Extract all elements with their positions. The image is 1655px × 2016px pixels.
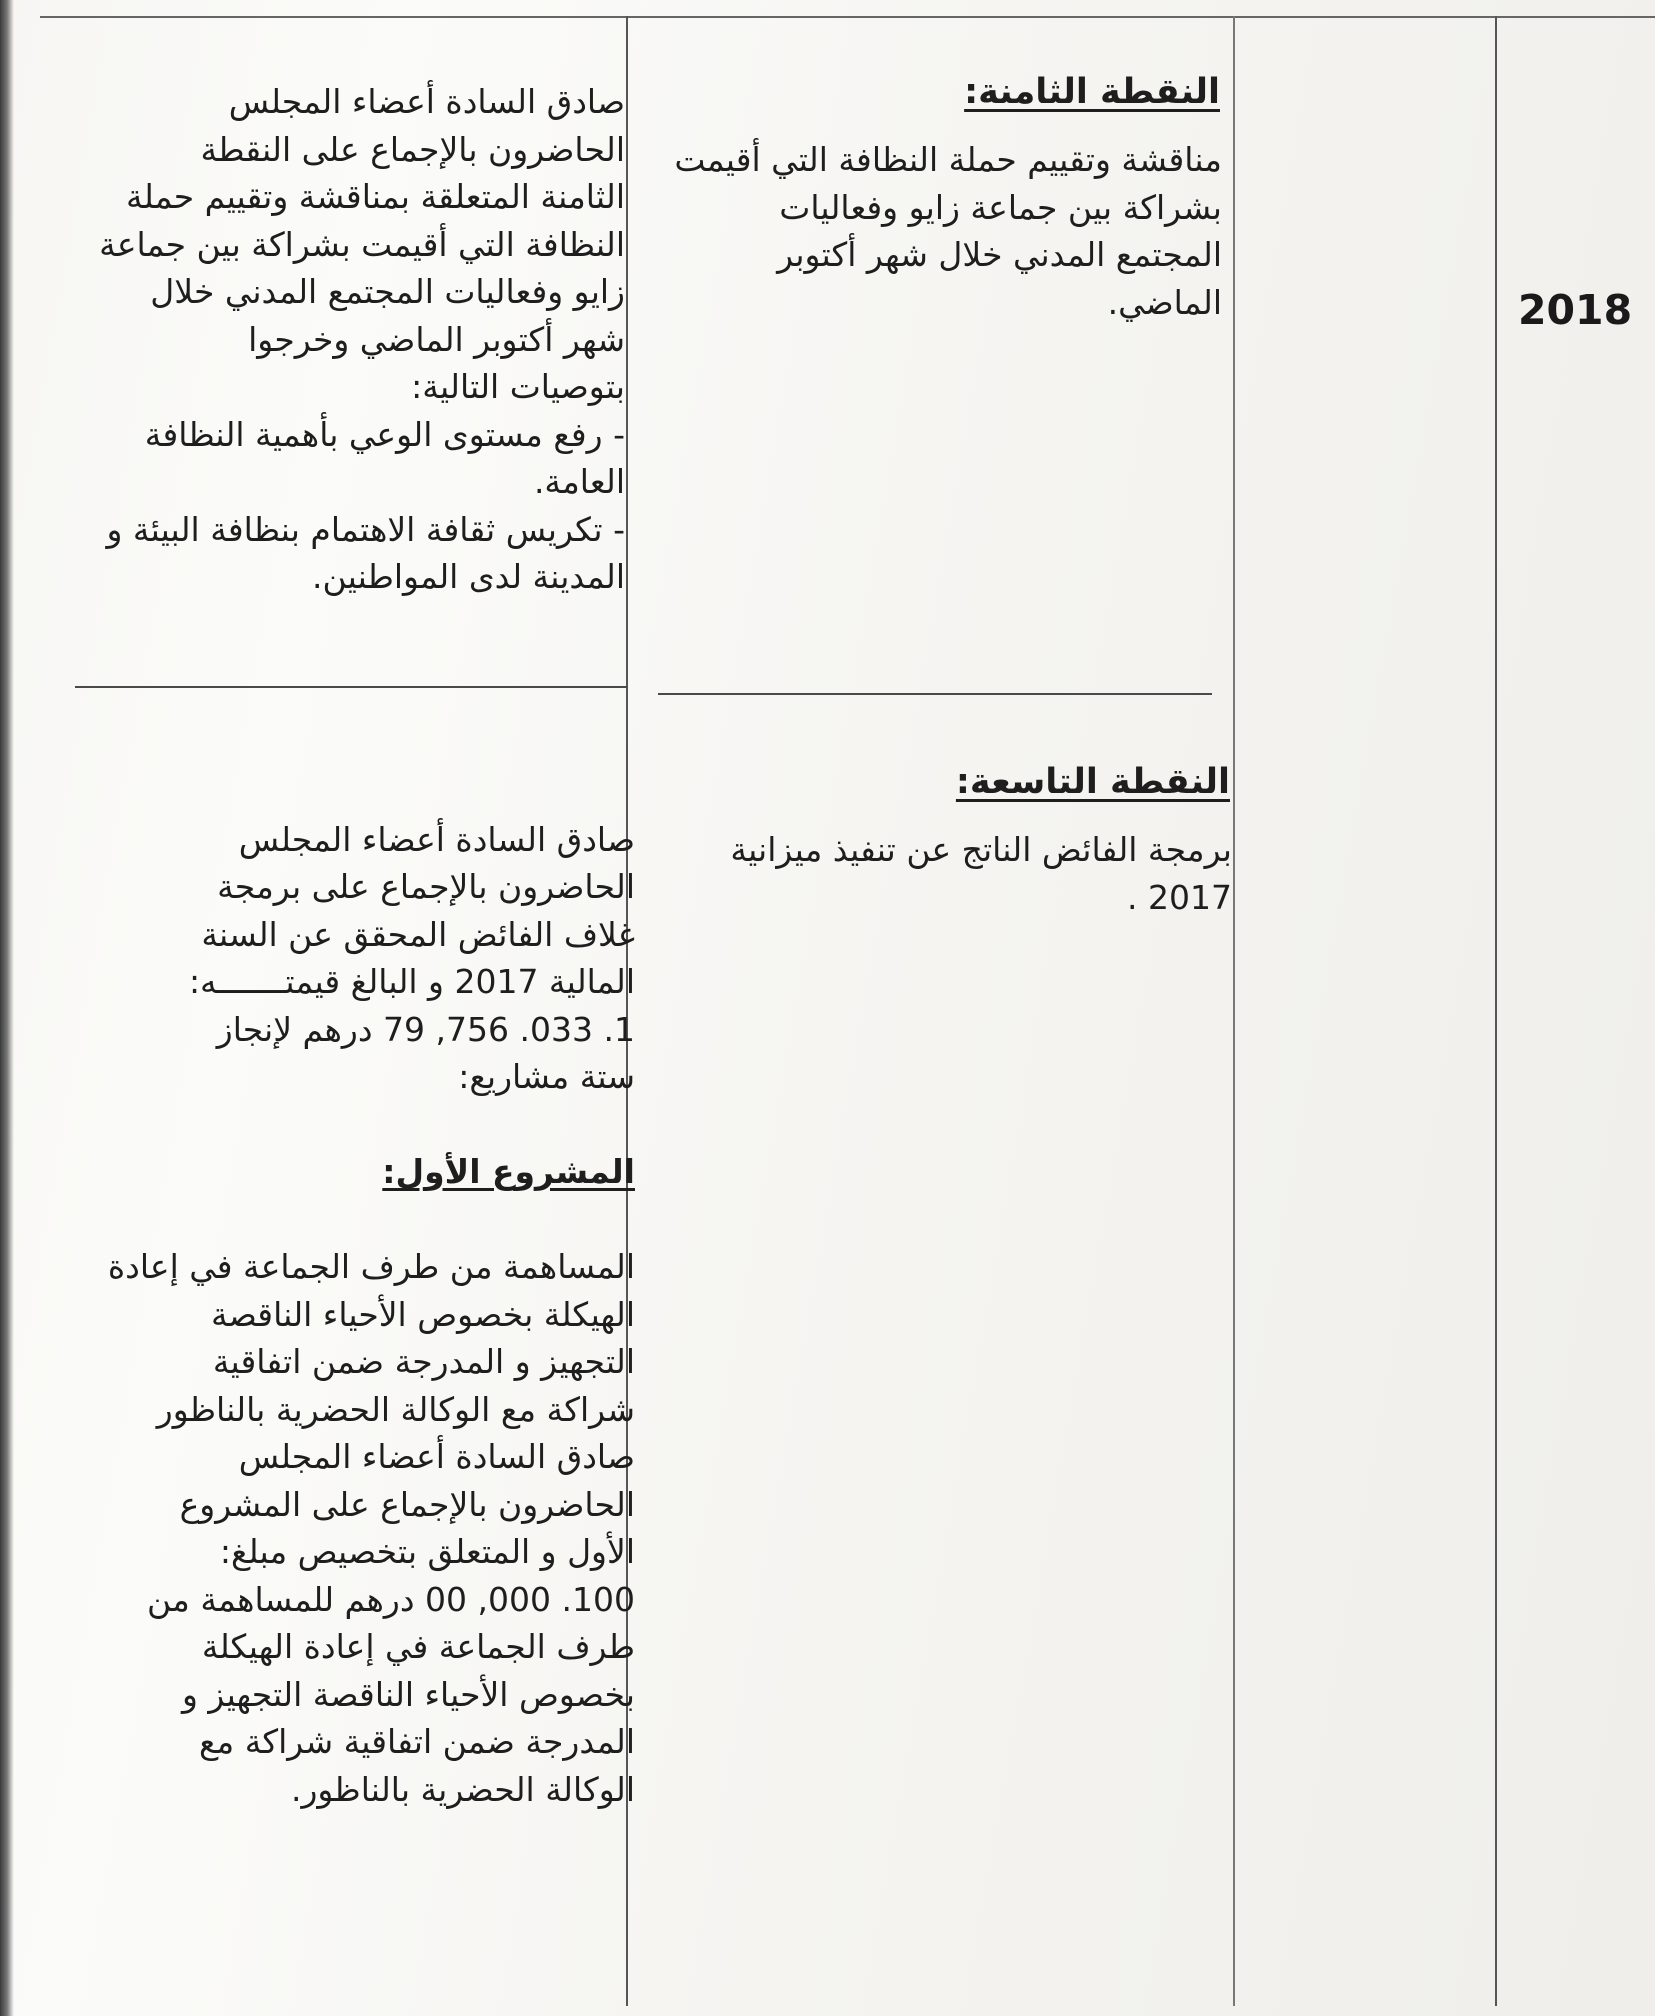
table-top-border — [40, 16, 1655, 18]
point-nine-decision-intro: صادق السادة أعضاء المجلس الحاضرون بالإجماع على برمجة غلاف الفائض المحقق عن السنة المالية 2017 و البالغ قيمتـــــــه: 1. 033. 756, 79 درهم لإنجاز ستة مشاريع: — [188, 819, 635, 1096]
column-divider-agenda — [1233, 16, 1235, 2006]
project-one-title: المشروع الأول: — [382, 1152, 635, 1191]
year-label: 2018 — [1518, 286, 1633, 334]
point-eight-decision: صادق السادة أعضاء المجلس الحاضرون بالإجماع على النقطة الثامنة المتعلقة بمناقشة وتقييم حملة النظافة التي أقيمت بشراكة بين جماعة زايو وفعاليات المجتمع المدني خلال شهر أكتوبر الماضي وخرجوا بتوصيات التالية: - رفع مستوى الوعي بأهمية النظافة العامة. - تكريس ثقافة الاهتمام بنظافة البيئة و المدينة لدى المواطنين. — [99, 82, 625, 596]
project-one-text: المساهمة من طرف الجماعة في إعادة الهيكلة بخصوص الأحياء الناقصة التجهيز و المدرجة ضمن اتفاقية شراكة مع الوكالة الحضرية بالناظور صادق السادة أعضاء المجلس الحاضرون بالإجماع على المشروع الأول و المتعلق بتخصيص مبلغ: 100. 000, 00 درهم للمساهمة من طرف الجماعة في إعادة الهيكلة بخصوص الأحياء الناقصة التجهيز و المدرجة ضمن اتفاقية شراكة مع الوكالة الحضرية بالناظور. — [107, 1247, 635, 1809]
column-divider-year — [1495, 16, 1497, 2006]
scan-shadow — [0, 0, 14, 2016]
point-nine-decision — [55, 768, 635, 1813]
point-eight-description: مناقشة وتقييم حملة النظافة التي أقيمت بشراكة بين جماعة زايو وفعاليات المجتمع المدني خلال شهر أكتوبر الماضي. — [674, 140, 1222, 322]
point-eight-title: النقطة الثامنة: — [964, 72, 1220, 112]
point-nine-title: النقطة التاسعة: — [955, 762, 1230, 802]
point-nine-description: برمجة الفائض الناتج عن تنفيذ ميزانية 2017 . — [730, 830, 1232, 917]
agenda-separator — [658, 693, 1212, 695]
decision-separator — [75, 686, 627, 688]
